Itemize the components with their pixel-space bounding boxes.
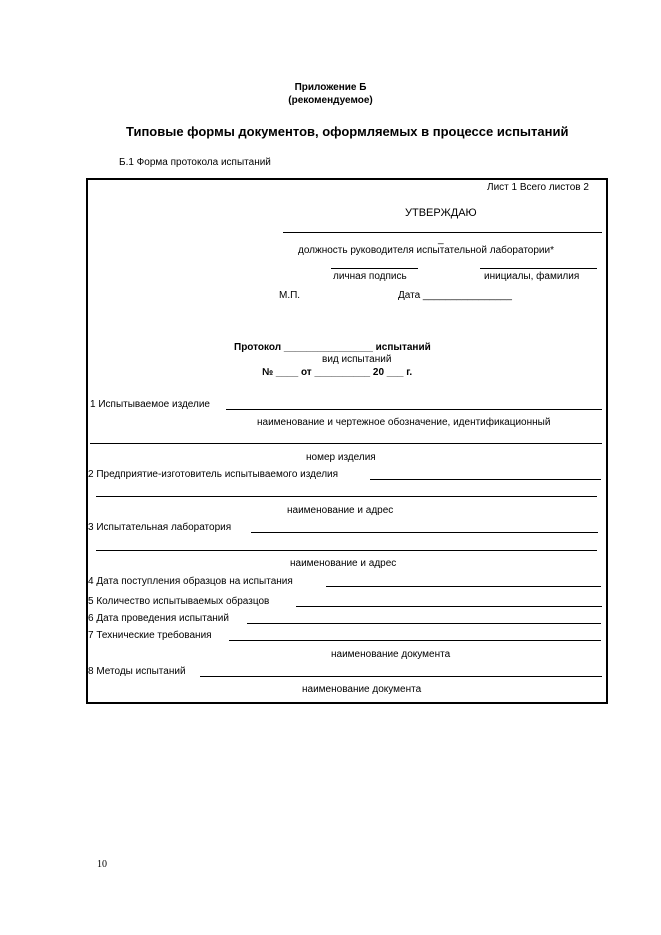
initials-label: инициалы, фамилия bbox=[484, 271, 580, 282]
item-technical-requirements: 7 Технические требования bbox=[88, 630, 212, 641]
item-caption: наименование и адрес bbox=[290, 558, 397, 569]
item-line bbox=[296, 606, 602, 607]
item-line bbox=[370, 479, 601, 480]
appendix-label: Приложение Б bbox=[294, 82, 367, 93]
item-caption: наименование документа bbox=[331, 649, 451, 660]
form-subtitle: Б.1 Форма протокола испытаний bbox=[119, 157, 271, 168]
signature-label: личная подпись bbox=[333, 271, 407, 282]
item-line bbox=[251, 532, 598, 533]
approve-heading: УТВЕРЖДАЮ bbox=[405, 207, 477, 219]
item-test-date: 6 Дата проведения испытаний bbox=[88, 613, 229, 624]
protocol-form-frame bbox=[86, 178, 608, 704]
item-caption: наименование документа bbox=[302, 684, 422, 695]
item-caption: наименование и адрес bbox=[287, 505, 394, 516]
position-line bbox=[283, 232, 602, 233]
item-test-laboratory: 3 Испытательная лаборатория bbox=[88, 522, 232, 533]
item-tested-product: 1 Испытываемое изделие bbox=[90, 399, 210, 410]
item-line bbox=[200, 676, 602, 677]
item-line bbox=[326, 586, 601, 587]
page-title: Типовые формы документов, оформляемых в процессе испытаний bbox=[126, 124, 569, 139]
stamp-label: М.П. bbox=[279, 290, 301, 301]
item-manufacturer: 2 Предприятие-изготовитель испытываемого изделия bbox=[88, 469, 339, 480]
item-line bbox=[96, 496, 597, 497]
item-caption: наименование и чертежное обозначение, идентификационный bbox=[257, 417, 551, 428]
item-receipt-date: 4 Дата поступления образцов на испытания bbox=[88, 576, 293, 587]
page-number: 10 bbox=[97, 859, 107, 870]
item-test-methods: 8 Методы испытаний bbox=[88, 666, 186, 677]
dash-mark: _ bbox=[438, 234, 444, 245]
position-label: должность руководителя испытательной лаборатории* bbox=[298, 245, 554, 256]
test-type-label: вид испытаний bbox=[322, 354, 392, 365]
initials-line bbox=[480, 268, 597, 269]
protocol-line: Протокол ________________ испытаний bbox=[234, 342, 431, 353]
item-line bbox=[247, 623, 601, 624]
item-caption: номер изделия bbox=[306, 452, 376, 463]
sheet-info: Лист 1 Всего листов 2 bbox=[487, 182, 589, 193]
item-line bbox=[90, 443, 602, 444]
number-date-line: № ____ от __________ 20 ___ г. bbox=[262, 367, 413, 378]
signature-line bbox=[331, 268, 418, 269]
date-field: Дата ________________ bbox=[398, 290, 512, 301]
item-line bbox=[229, 640, 601, 641]
item-line bbox=[96, 550, 597, 551]
item-sample-count: 5 Количество испытываемых образцов bbox=[88, 596, 270, 607]
recommended-label: (рекомендуемое) bbox=[288, 95, 373, 106]
item-line bbox=[226, 409, 602, 410]
